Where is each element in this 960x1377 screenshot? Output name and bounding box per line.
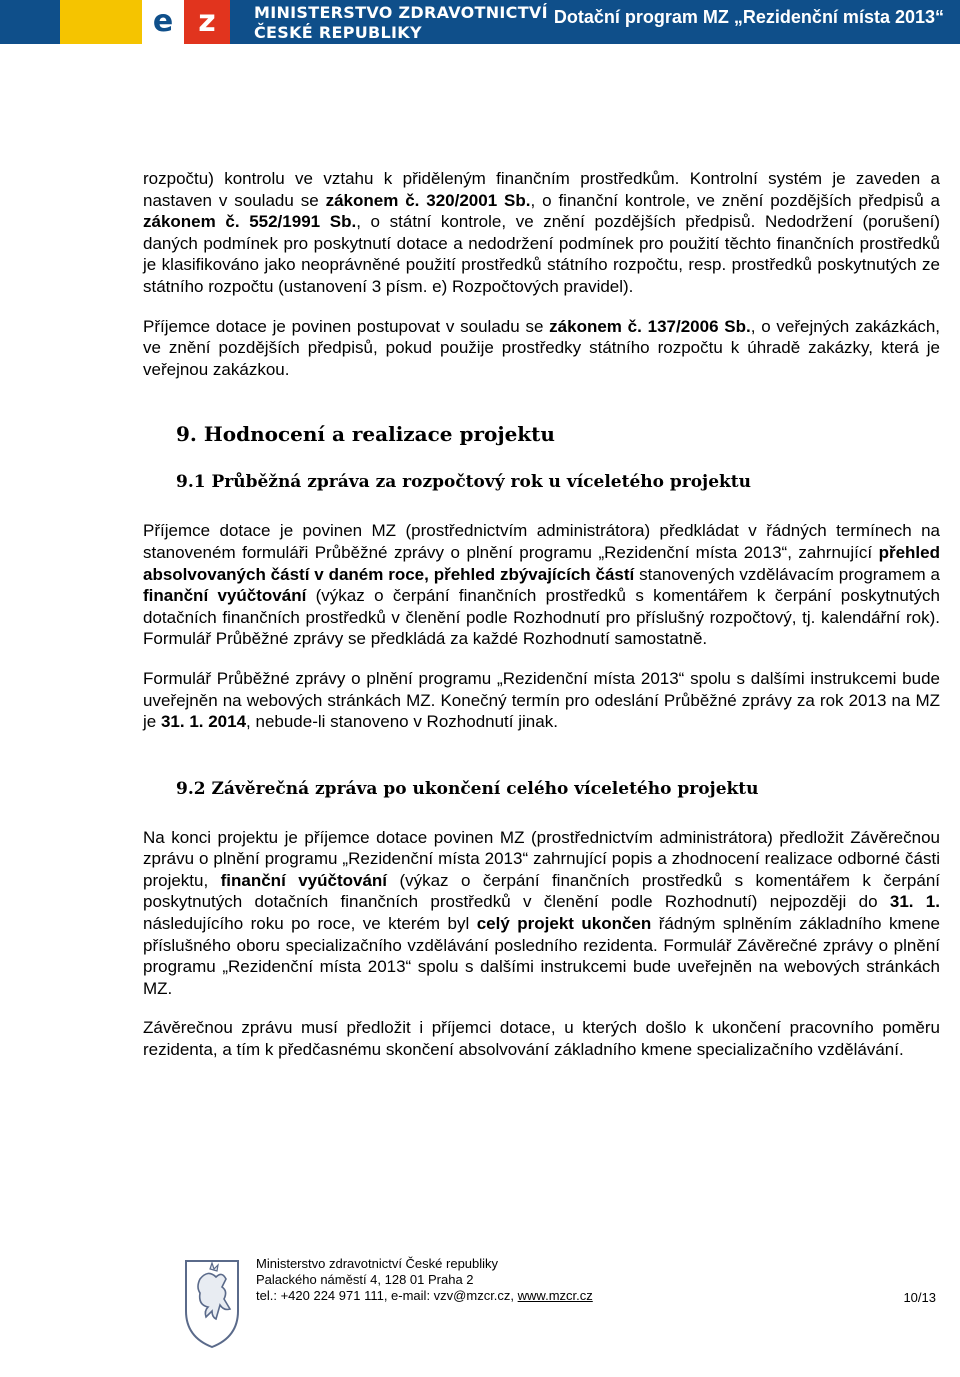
law-reference: zákonem č. 552/1991 Sb. [143, 212, 357, 232]
paragraph-early-termination: Závěrečnou zprávu musí předložit i příjemci dotace, u kterých došlo k ukončení pracovního poměru rezidenta, a tím k předčasnému skončení absolvování základního kmene specializačního vzdělávání. [143, 1018, 940, 1060]
paragraph-final-report [143, 827, 940, 1000]
logo-letter-z: z [198, 4, 216, 39]
text-run: stanovených vzdělávacím programem a [634, 564, 940, 584]
ministry-name-line2: ČESKÉ REPUBLIKY [254, 23, 422, 42]
text-run: , o státní kontrole, ve znění pozdějších předpisů. Nedodržení (porušení) daných podmínek pro poskytnutí dotace a nedodržení podmínek pro použití těchto finančních prostředků je klasifikováno jako neoprávněné použití prostředků státního rozpočtu, resp. prostředků poskytnutých ze státního rozpočtu (ustanovení 3 písm. e) Rozpočtových pravidel). [143, 212, 940, 296]
footer-ministry: Ministerstvo zdravotnictví České republiky [256, 1256, 499, 1271]
emphasis: finanční vyúčtování [220, 870, 388, 890]
website-link[interactable]: www.mzcr.cz [517, 1288, 593, 1303]
text-run: Příjemce dotace je povinen MZ (prostřednictvím administrátora) předkládat v řádných termínech na stanoveném formuláři Průběžné zprávy o plnění programu „Rezidenční místa 2013“, zahrnující [143, 521, 940, 562]
ministry-name [254, 3, 548, 43]
program-title: Dotační program MZ „Rezidenční místa 2013“ [553, 7, 944, 27]
logo-tile-e [142, 0, 184, 44]
logo-tile-yellow-2 [105, 0, 142, 44]
emphasis: přehled absolvovaných částí v daném roce, přehled zbývajících částí [143, 542, 940, 584]
section-9-1-heading: 9.1 Průběžná zpráva za rozpočtový rok u víceletého projektu [176, 472, 752, 493]
law-reference: zákonem č. 320/2001 Sb. [325, 190, 531, 210]
deadline-date: 31. 1. 2014 [160, 712, 247, 732]
text-run: Na konci projektu je příjemce dotace povinen MZ (prostřednictvím administrátora) předložit Závěrečnou zprávu o plnění programu „Rezidenční místa 2013“ zahrnující popis a zhodnocení realizace odborné části projektu, [143, 827, 940, 890]
document-body [143, 168, 940, 1061]
text-run: , nebude-li stanoveno v Rozhodnutí jinak. [246, 712, 558, 732]
page-header [0, 0, 960, 44]
footer-address: Palackého náměstí 4, 128 01 Praha 2 [256, 1272, 474, 1287]
ministry-name-line1: MINISTERSTVO ZDRAVOTNICTVÍ [254, 3, 548, 22]
emphasis: finanční vyúčtování [143, 586, 307, 606]
logo-tile-z [184, 0, 230, 44]
text-run: (výkaz o čerpání finančních prostředků s komentářem k čerpání poskytnutých dotačních finančních prostředků v členění podle Rozhodnutí pro příslušný rozpočtový, tj. kalendářní rok). Formulář Průběžné zprávy se předkládá za každé Rozhodnutí samostatně. [143, 586, 940, 649]
footer-contact-line [256, 1288, 593, 1304]
paragraph-interim-report [143, 520, 940, 650]
text-run: Příjemce dotace je povinen postupovat v souladu se [143, 316, 550, 336]
text-run: následujícího roku po roce, ve kterém byl [143, 914, 477, 934]
text-run: Formulář Průběžné zprávy o plnění programu „Rezidenční místa 2013“ spolu s dalšími instrukcemi bude uveřejněn na webových stránkách MZ. Konečný termín pro odeslání Průběžné zprávy za rok 2013 na MZ je [143, 668, 940, 732]
section-9-2-heading: 9.2 Závěrečná zpráva po ukončení celého víceletého projektu [176, 778, 759, 799]
text-run: , o veřejných zakázkách, ve znění pozdějších předpisů, pokud použije prostředky státního rozpočtu k úhradě zakázky, která je veřejnou zakázkou. [143, 316, 940, 379]
paragraph-public-procurement [143, 316, 940, 381]
section-9-heading: 9. Hodnocení a realizace projektu [176, 422, 555, 447]
footer-phone-email: tel.: +420 224 971 111, e-mail: vzv@mzcr.cz, [256, 1288, 518, 1303]
paragraph-interim-deadline [143, 668, 940, 733]
emphasis: celý projekt ukončen [476, 914, 652, 934]
deadline-date: 31. 1. [889, 892, 940, 912]
state-emblem-icon [180, 1255, 244, 1351]
text-run: řádným splněním základního kmene příslušného oboru specializačního vzdělávání posledního rezidenta. Formulář Závěrečné zprávy o plnění programu „Rezidenční místa 2013“ spolu s dalšími instrukcemi bude uveřejněn na webových stránkách MZ. [143, 914, 940, 998]
text-run: rozpočtu) kontrolu ve vztahu k přiděleným finančním prostředkům. Kontrolní systém je zaveden a nastaven v souladu se [143, 169, 940, 210]
law-reference: zákonem č. 137/2006 Sb. [549, 316, 751, 336]
footer-contact [256, 1256, 593, 1304]
logo-letter-e: e [152, 4, 174, 39]
text-run: (výkaz o čerpání finančních prostředků s komentářem k čerpání poskytnutých dotačních finančních prostředků v členění podle Rozhodnutí) nejpozději do [143, 870, 941, 912]
text-run: , o finanční kontrole, ve znění pozdějších předpisů a [530, 190, 940, 210]
logo-tile-yellow [60, 0, 105, 44]
page-number: 10/13 [903, 1290, 936, 1305]
paragraph-control-system [143, 168, 940, 298]
